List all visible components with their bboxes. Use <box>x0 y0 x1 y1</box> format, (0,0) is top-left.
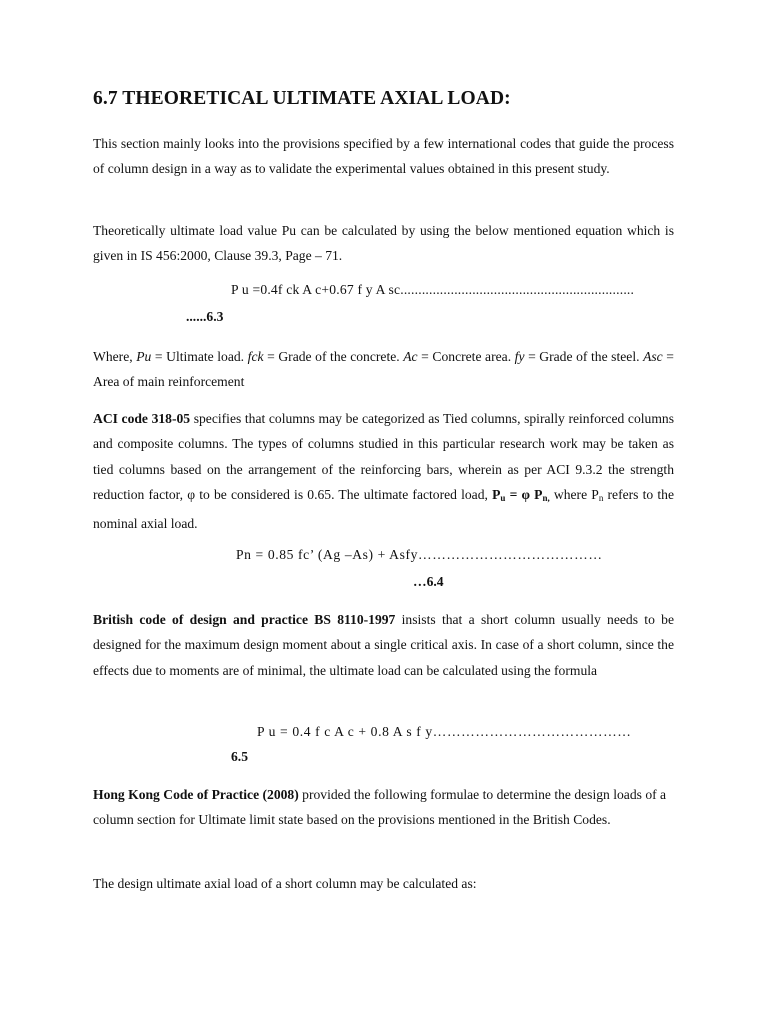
var-ac: Ac <box>403 349 418 364</box>
pn2-subscript: n <box>598 492 604 503</box>
def-pu: = Ultimate load. <box>151 349 248 364</box>
bs-code-name: British code of design and practice BS 8110-1997 <box>93 612 396 627</box>
aci-text-3: refers to the nominal axial load. <box>93 486 674 532</box>
equation-6-4 <box>236 547 603 563</box>
pu-symbol: P <box>492 486 501 502</box>
pn-subscript: n, <box>542 492 550 503</box>
equation-6-3-number <box>186 309 223 325</box>
equation-6-5-formula: P u = 0.4 f c A c + 0.8 A s f y…………………………………… <box>257 724 632 739</box>
var-fy: fy <box>514 349 525 364</box>
equation-6-5-number: 6.5 <box>231 749 248 764</box>
equation-6-4-number: …6.4 <box>413 574 444 589</box>
aci-text-2: where P <box>549 486 599 502</box>
bs-paragraph <box>93 607 674 683</box>
where-paragraph <box>93 344 674 395</box>
intro-paragraph: This section mainly looks into the provisions specified by a few international codes that guide the process of column design in a way as to validate the experimental values obtained in this present study. <box>93 136 674 177</box>
def-fck: = Grade of the concrete. <box>263 349 404 364</box>
def-asc: = Area of main reinforcement <box>93 349 674 390</box>
hk-code-name: Hong Kong Code of Practice (2008) <box>93 787 299 802</box>
design-load-paragraph: The design ultimate axial load of a short column may be calculated as: <box>93 876 477 891</box>
equation-6-3-formula: P u =0.4f ck A c+0.67 f y A sc................................................................. <box>231 282 635 297</box>
hk-text: provided the following formulae to determine the design loads of a column section for Ultimate limit state based on the provisions mentioned in the British Codes. <box>93 787 667 828</box>
aci-text: specifies that columns may be categorized as Tied columns, spirally reinforced columns and composite columns. The types of columns studied in this particular research work may be taken as tied columns based on the arrangement of the reinforcing bars, wherein as per ACI 9.3.2 the strength reduction factor, φ to be considered is 0.65. The ultimate factored load, <box>93 411 674 502</box>
aci-paragraph <box>93 406 674 536</box>
aci-code-name: ACI code 318-05 <box>93 411 191 426</box>
equation-6-3 <box>231 282 634 298</box>
def-fy: = Grade of the steel. <box>524 349 644 364</box>
equation-6-4-formula: Pn = 0.85 fc’ (Ag –As) + Asfy………………………………… <box>236 547 603 562</box>
hk-paragraph <box>93 782 668 833</box>
var-asc: Asc <box>643 349 663 364</box>
section-heading: 6.7 THEORETICAL ULTIMATE AXIAL LOAD: <box>93 88 511 109</box>
var-pu: Pu <box>136 349 152 364</box>
theoretical-load-paragraph: Theoretically ultimate load value Pu can be calculated by using the below mentioned equation which is given in IS 456:2000, Clause 39.3, Page – 71. <box>93 223 674 264</box>
equation-6-5 <box>257 724 632 740</box>
var-fck: fck <box>247 349 264 364</box>
where-label: Where, <box>93 349 137 364</box>
bs-text: insists that a short column usually needs to be designed for the maximum design moment about a single critical axis. In case of a short column, since the effects due to moments are of minimal, the ultimate load can be calculated using the formula <box>93 612 675 678</box>
aci-pu-formula <box>492 487 550 502</box>
phi-pn: = φ P <box>505 486 543 502</box>
def-ac: = Concrete area. <box>417 349 515 364</box>
equation-6-3-number-prefix: ...... <box>186 309 207 324</box>
pu-subscript: u <box>500 492 506 503</box>
equation-6-3-number-value: 6.3 <box>206 309 224 324</box>
